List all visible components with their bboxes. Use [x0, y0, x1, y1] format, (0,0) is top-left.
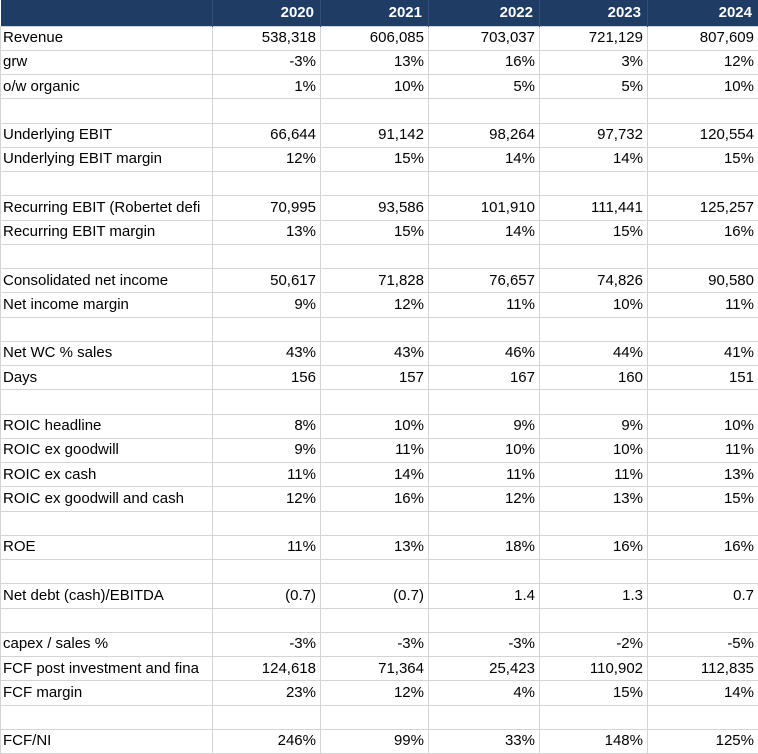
value-cell[interactable]: 3%: [540, 50, 648, 74]
value-cell[interactable]: [321, 560, 429, 584]
value-cell[interactable]: 1.4: [429, 584, 540, 608]
value-cell[interactable]: 10%: [648, 75, 758, 99]
value-cell[interactable]: 12%: [429, 487, 540, 511]
row-label-cell[interactable]: Recurring EBIT (Robertet defi: [1, 196, 213, 220]
value-cell[interactable]: 148%: [540, 729, 648, 753]
value-cell[interactable]: 15%: [648, 487, 758, 511]
value-cell[interactable]: 112,835: [648, 657, 758, 681]
row-label-cell[interactable]: Revenue: [1, 26, 213, 50]
header-row: [1, 0, 758, 26]
table-row: [1, 269, 758, 293]
value-cell[interactable]: 74,826: [540, 269, 648, 293]
row-label-cell[interactable]: [1, 99, 213, 123]
value-cell[interactable]: 11%: [648, 293, 758, 317]
value-cell[interactable]: 703,037: [429, 26, 540, 50]
table-row: [1, 632, 758, 656]
value-cell[interactable]: 14%: [429, 147, 540, 171]
table-row: [1, 584, 758, 608]
row-label-cell[interactable]: ROIC headline: [1, 414, 213, 438]
value-cell[interactable]: 14%: [648, 681, 758, 705]
spacer-row: [1, 560, 758, 584]
table-row: [1, 657, 758, 681]
value-cell[interactable]: 71,828: [321, 269, 429, 293]
value-cell[interactable]: 43%: [213, 341, 321, 365]
year-header-2020[interactable]: 2020: [213, 0, 321, 26]
value-cell[interactable]: [213, 560, 321, 584]
value-cell[interactable]: [540, 608, 648, 632]
year-header-2021[interactable]: 2021: [321, 0, 429, 26]
value-cell[interactable]: 10%: [429, 438, 540, 462]
value-cell[interactable]: 111,441: [540, 196, 648, 220]
row-label-cell[interactable]: Days: [1, 366, 213, 390]
value-cell[interactable]: 11%: [648, 438, 758, 462]
value-cell[interactable]: 5%: [429, 75, 540, 99]
value-cell[interactable]: 25,423: [429, 657, 540, 681]
table-row: [1, 220, 758, 244]
value-cell[interactable]: 99%: [321, 729, 429, 753]
value-cell[interactable]: -3%: [213, 50, 321, 74]
value-cell[interactable]: [648, 99, 758, 123]
value-cell[interactable]: 1.3: [540, 584, 648, 608]
value-cell[interactable]: -5%: [648, 632, 758, 656]
row-label-cell[interactable]: [1, 705, 213, 729]
value-cell[interactable]: -2%: [540, 632, 648, 656]
row-label-cell[interactable]: [1, 511, 213, 535]
spacer-row: [1, 511, 758, 535]
value-cell[interactable]: 807,609: [648, 26, 758, 50]
value-cell[interactable]: 16%: [429, 50, 540, 74]
value-cell[interactable]: 10%: [321, 414, 429, 438]
value-cell[interactable]: 13%: [540, 487, 648, 511]
value-cell[interactable]: [213, 244, 321, 268]
row-label-cell[interactable]: FCF margin: [1, 681, 213, 705]
value-cell[interactable]: [213, 390, 321, 414]
value-cell[interactable]: 125%: [648, 729, 758, 753]
value-cell[interactable]: 66,644: [213, 123, 321, 147]
value-cell[interactable]: 13%: [321, 535, 429, 559]
table-row: [1, 26, 758, 50]
table-row: [1, 487, 758, 511]
table-row: [1, 366, 758, 390]
value-cell[interactable]: [213, 511, 321, 535]
spacer-row: [1, 390, 758, 414]
value-cell[interactable]: 15%: [648, 147, 758, 171]
header-corner-cell[interactable]: [1, 0, 213, 26]
value-cell[interactable]: 160: [540, 366, 648, 390]
value-cell[interactable]: [429, 511, 540, 535]
value-cell[interactable]: [321, 608, 429, 632]
value-cell[interactable]: [540, 244, 648, 268]
row-label-cell[interactable]: Net debt (cash)/EBITDA: [1, 584, 213, 608]
value-cell[interactable]: 156: [213, 366, 321, 390]
table-body: [1, 26, 758, 754]
value-cell[interactable]: [540, 390, 648, 414]
value-cell[interactable]: 18%: [429, 535, 540, 559]
value-cell[interactable]: [648, 390, 758, 414]
row-label-cell[interactable]: [1, 608, 213, 632]
spacer-row: [1, 705, 758, 729]
table-row: [1, 50, 758, 74]
value-cell[interactable]: 70,995: [213, 196, 321, 220]
value-cell[interactable]: 10%: [540, 438, 648, 462]
table-row: [1, 438, 758, 462]
value-cell[interactable]: [648, 244, 758, 268]
value-cell[interactable]: [321, 390, 429, 414]
value-cell[interactable]: 12%: [321, 293, 429, 317]
value-cell[interactable]: [648, 608, 758, 632]
value-cell[interactable]: 46%: [429, 341, 540, 365]
value-cell[interactable]: [429, 705, 540, 729]
value-cell[interactable]: 12%: [213, 147, 321, 171]
value-cell[interactable]: 13%: [648, 463, 758, 487]
row-label-cell[interactable]: FCF/NI: [1, 729, 213, 753]
value-cell[interactable]: (0.7): [321, 584, 429, 608]
value-cell[interactable]: [321, 511, 429, 535]
value-cell[interactable]: 16%: [648, 535, 758, 559]
value-cell[interactable]: [429, 172, 540, 196]
value-cell[interactable]: [429, 608, 540, 632]
value-cell[interactable]: 167: [429, 366, 540, 390]
spacer-row: [1, 244, 758, 268]
value-cell[interactable]: 11%: [429, 463, 540, 487]
value-cell[interactable]: 14%: [429, 220, 540, 244]
table-row: [1, 123, 758, 147]
row-label-cell[interactable]: Recurring EBIT margin: [1, 220, 213, 244]
row-label-cell[interactable]: Net WC % sales: [1, 341, 213, 365]
value-cell[interactable]: [429, 244, 540, 268]
value-cell[interactable]: [321, 705, 429, 729]
value-cell[interactable]: 11%: [213, 535, 321, 559]
value-cell[interactable]: 16%: [648, 220, 758, 244]
value-cell[interactable]: 41%: [648, 341, 758, 365]
row-label-cell[interactable]: ROE: [1, 535, 213, 559]
value-cell[interactable]: [540, 99, 648, 123]
value-cell[interactable]: 15%: [321, 220, 429, 244]
value-cell[interactable]: 14%: [321, 463, 429, 487]
year-header-2023[interactable]: 2023: [540, 0, 648, 26]
value-cell[interactable]: 12%: [321, 681, 429, 705]
value-cell[interactable]: [213, 608, 321, 632]
row-label-cell[interactable]: [1, 560, 213, 584]
value-cell[interactable]: 15%: [540, 681, 648, 705]
value-cell[interactable]: 110,902: [540, 657, 648, 681]
value-cell[interactable]: [213, 99, 321, 123]
spacer-row: [1, 317, 758, 341]
value-cell[interactable]: 11%: [213, 463, 321, 487]
value-cell[interactable]: 538,318: [213, 26, 321, 50]
table-row: [1, 414, 758, 438]
value-cell[interactable]: 10%: [321, 75, 429, 99]
value-cell[interactable]: 120,554: [648, 123, 758, 147]
value-cell[interactable]: 15%: [540, 220, 648, 244]
row-label-cell[interactable]: ROIC ex cash: [1, 463, 213, 487]
value-cell[interactable]: [321, 317, 429, 341]
value-cell[interactable]: [213, 172, 321, 196]
value-cell[interactable]: [321, 172, 429, 196]
value-cell[interactable]: 12%: [213, 487, 321, 511]
value-cell[interactable]: 5%: [540, 75, 648, 99]
value-cell[interactable]: [540, 317, 648, 341]
value-cell[interactable]: 9%: [213, 438, 321, 462]
row-label-cell[interactable]: [1, 317, 213, 341]
value-cell[interactable]: [540, 172, 648, 196]
value-cell[interactable]: 11%: [429, 293, 540, 317]
table-row: [1, 463, 758, 487]
value-cell[interactable]: -3%: [213, 632, 321, 656]
value-cell[interactable]: [429, 317, 540, 341]
table-row: [1, 196, 758, 220]
value-cell[interactable]: 125,257: [648, 196, 758, 220]
row-label-cell[interactable]: Underlying EBIT margin: [1, 147, 213, 171]
row-label-cell[interactable]: [1, 244, 213, 268]
row-label-cell[interactable]: Net income margin: [1, 293, 213, 317]
value-cell[interactable]: 9%: [429, 414, 540, 438]
table-row: [1, 535, 758, 559]
value-cell[interactable]: 43%: [321, 341, 429, 365]
value-cell[interactable]: 15%: [321, 147, 429, 171]
value-cell[interactable]: [648, 705, 758, 729]
value-cell[interactable]: [321, 99, 429, 123]
row-label-cell[interactable]: FCF post investment and fina: [1, 657, 213, 681]
year-header-2024[interactable]: 2024: [648, 0, 758, 26]
table-row: [1, 147, 758, 171]
value-cell[interactable]: 23%: [213, 681, 321, 705]
value-cell[interactable]: 14%: [540, 147, 648, 171]
row-label-cell[interactable]: [1, 390, 213, 414]
value-cell[interactable]: [540, 511, 648, 535]
value-cell[interactable]: [429, 560, 540, 584]
row-label-cell[interactable]: grw: [1, 50, 213, 74]
table-row: [1, 75, 758, 99]
value-cell[interactable]: 9%: [540, 414, 648, 438]
spacer-row: [1, 172, 758, 196]
value-cell[interactable]: 151: [648, 366, 758, 390]
value-cell[interactable]: [648, 511, 758, 535]
table-row: [1, 681, 758, 705]
value-cell[interactable]: 13%: [321, 50, 429, 74]
value-cell[interactable]: 8%: [213, 414, 321, 438]
row-label-cell[interactable]: o/w organic: [1, 75, 213, 99]
value-cell[interactable]: [213, 705, 321, 729]
value-cell[interactable]: 97,732: [540, 123, 648, 147]
value-cell[interactable]: 91,142: [321, 123, 429, 147]
value-cell[interactable]: 90,580: [648, 269, 758, 293]
value-cell[interactable]: [648, 317, 758, 341]
value-cell[interactable]: [540, 560, 648, 584]
value-cell[interactable]: 124,618: [213, 657, 321, 681]
value-cell[interactable]: [213, 317, 321, 341]
value-cell[interactable]: 50,617: [213, 269, 321, 293]
row-label-cell[interactable]: Underlying EBIT: [1, 123, 213, 147]
value-cell[interactable]: 721,129: [540, 26, 648, 50]
value-cell[interactable]: 157: [321, 366, 429, 390]
value-cell[interactable]: 71,364: [321, 657, 429, 681]
value-cell[interactable]: [540, 705, 648, 729]
value-cell[interactable]: 4%: [429, 681, 540, 705]
value-cell[interactable]: 13%: [213, 220, 321, 244]
value-cell[interactable]: 33%: [429, 729, 540, 753]
value-cell[interactable]: 98,264: [429, 123, 540, 147]
row-label-cell[interactable]: capex / sales %: [1, 632, 213, 656]
value-cell[interactable]: 11%: [540, 463, 648, 487]
value-cell[interactable]: 246%: [213, 729, 321, 753]
value-cell[interactable]: 10%: [648, 414, 758, 438]
value-cell[interactable]: 1%: [213, 75, 321, 99]
value-cell[interactable]: [429, 99, 540, 123]
row-label-cell[interactable]: Consolidated net income: [1, 269, 213, 293]
value-cell[interactable]: 10%: [540, 293, 648, 317]
value-cell[interactable]: 606,085: [321, 26, 429, 50]
value-cell[interactable]: 76,657: [429, 269, 540, 293]
year-header-2022[interactable]: 2022: [429, 0, 540, 26]
value-cell[interactable]: 16%: [321, 487, 429, 511]
table-row: [1, 293, 758, 317]
spacer-row: [1, 608, 758, 632]
value-cell[interactable]: 93,586: [321, 196, 429, 220]
row-label-cell[interactable]: [1, 172, 213, 196]
value-cell[interactable]: 11%: [321, 438, 429, 462]
value-cell[interactable]: 44%: [540, 341, 648, 365]
spacer-row: [1, 99, 758, 123]
value-cell[interactable]: [648, 560, 758, 584]
value-cell[interactable]: 9%: [213, 293, 321, 317]
value-cell[interactable]: 12%: [648, 50, 758, 74]
table-row: [1, 729, 758, 753]
value-cell[interactable]: [321, 244, 429, 268]
value-cell[interactable]: 101,910: [429, 196, 540, 220]
value-cell[interactable]: [648, 172, 758, 196]
table-row: [1, 341, 758, 365]
value-cell[interactable]: 0.7: [648, 584, 758, 608]
value-cell[interactable]: 16%: [540, 535, 648, 559]
value-cell[interactable]: -3%: [321, 632, 429, 656]
value-cell[interactable]: -3%: [429, 632, 540, 656]
value-cell[interactable]: [429, 390, 540, 414]
row-label-cell[interactable]: ROIC ex goodwill and cash: [1, 487, 213, 511]
value-cell[interactable]: (0.7): [213, 584, 321, 608]
row-label-cell[interactable]: ROIC ex goodwill: [1, 438, 213, 462]
